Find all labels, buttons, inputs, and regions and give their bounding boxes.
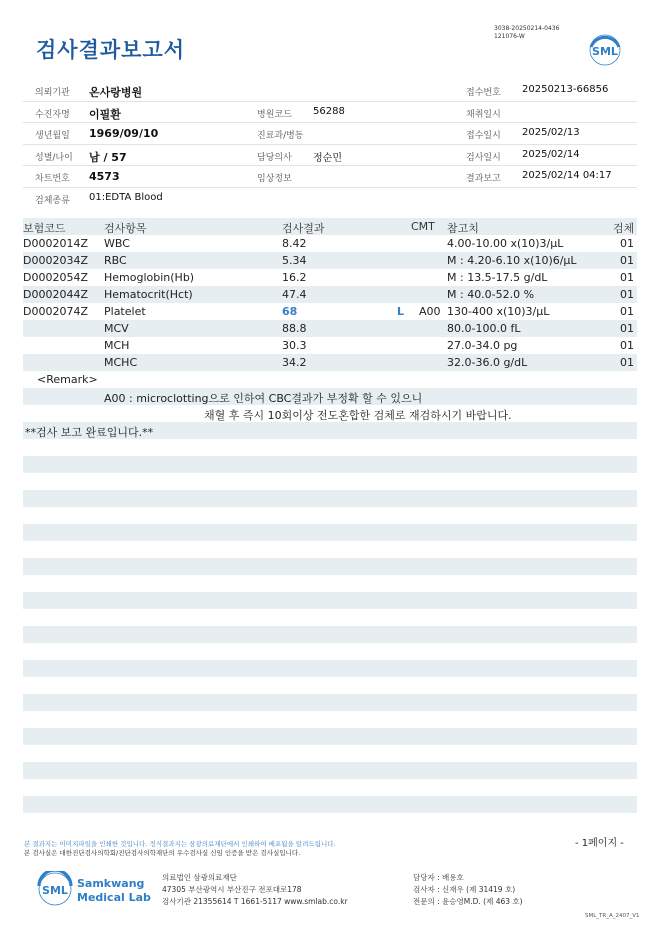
stripe-band xyxy=(23,728,637,745)
results-table xyxy=(23,218,637,439)
cell-ref: 32.0-36.0 g/dL xyxy=(447,356,528,369)
remark-label: <Remark> xyxy=(37,373,98,386)
stripe-band xyxy=(23,694,637,711)
cell-specimen: 01 xyxy=(620,254,634,267)
stripe-band xyxy=(23,524,637,541)
info-row: 검체종류 01:EDTA Blood xyxy=(35,191,163,206)
table-row xyxy=(23,354,637,371)
table-row xyxy=(23,269,637,286)
hospital-code: 56288 xyxy=(313,105,345,117)
cell-code: D0002014Z xyxy=(23,237,88,250)
sml-footer-logo-icon xyxy=(37,871,157,907)
svg-text:Samkwang: Samkwang xyxy=(77,877,145,890)
cell-item: MCHC xyxy=(104,356,138,369)
test-date: 2025/02/14 xyxy=(522,148,580,160)
stripe-band xyxy=(23,796,637,813)
remark-label-row xyxy=(23,371,637,388)
cell-code: D0002034Z xyxy=(23,254,88,267)
cell-specimen: 01 xyxy=(620,271,634,284)
stripe-band xyxy=(23,456,637,473)
info-row: 수진자명 이필환 병원코드 56288 채취일시 xyxy=(23,102,637,124)
stripe-band xyxy=(23,558,637,575)
cell-item: WBC xyxy=(104,237,130,250)
cell-cmt: A00 xyxy=(419,305,441,318)
report-title: 검사결과보고서 xyxy=(36,38,186,62)
cell-specimen: 01 xyxy=(620,288,634,301)
cell-ref: 4.00-10.00 x(10)3/μL xyxy=(447,237,564,250)
cell-ref: 130-400 x(10)3/μL xyxy=(447,305,550,318)
table-row xyxy=(23,286,637,303)
cell-code: D0002054Z xyxy=(23,271,88,284)
cell-specimen: 01 xyxy=(620,237,634,250)
table-row xyxy=(23,320,637,337)
stripe-band xyxy=(23,626,637,643)
table-row xyxy=(23,303,637,320)
cell-result: 5.34 xyxy=(282,254,307,267)
cell-specimen: 01 xyxy=(620,356,634,369)
info-row: 의뢰기관 온사랑병원 접수번호 20250213-66856 xyxy=(23,80,637,102)
info-row: 성별/나이 남 / 57 담당의사 정순민 검사일시 2025/02/14 xyxy=(23,145,637,167)
cell-item: Hemoglobin(Hb) xyxy=(104,271,195,284)
cell-ref: M : 13.5-17.5 g/dL xyxy=(447,271,548,284)
document-id: 3038-20250214-0436 121076-W xyxy=(494,25,560,40)
staff-info: 담당자 : 배용호 검사자 : 신재우 (제 31419 호) 전문의 : 윤승영M.D. (제 463 호) xyxy=(413,873,523,906)
specimen-type: 01:EDTA Blood xyxy=(89,191,163,203)
cell-code: D0002074Z xyxy=(23,305,88,318)
patient-name: 이필환 xyxy=(89,107,121,121)
info-row: 생년월일 1969/09/10 진료과/병동 접수일시 2025/02/13 xyxy=(23,123,637,145)
cell-result: 47.4 xyxy=(282,288,307,301)
stripe-band xyxy=(23,762,637,779)
remark-line-1: A00 : microclotting으로 인하여 CBC결과가 부정확 할 수 있으니 xyxy=(104,392,423,405)
birth-date: 1969/09/10 xyxy=(89,127,159,140)
cell-item: MCH xyxy=(104,339,130,352)
form-version: SML_TR_A_2407_V1 xyxy=(585,913,640,919)
cell-ref: 27.0-34.0 pg xyxy=(447,339,518,352)
cell-result: 8.42 xyxy=(282,237,307,250)
receipt-no-value: 20250213-66856 xyxy=(522,84,609,95)
cell-ref: M : 40.0-52.0 % xyxy=(447,288,535,301)
info-row: 차트번호 4573 임상정보 결과보고 2025/02/14 04:17 xyxy=(23,166,637,188)
cell-item: RBC xyxy=(104,254,127,267)
doctor-name: 정순민 xyxy=(313,152,342,164)
client-value: 온사랑병원 xyxy=(89,86,143,99)
sml-logo-icon xyxy=(588,33,622,67)
cell-result: 30.3 xyxy=(282,339,307,352)
footer-logo xyxy=(37,871,157,911)
table-header: 보험코드 검사항목 검사결과 CMT 참고치 검체 xyxy=(23,220,635,235)
cell-ref: 80.0-100.0 fL xyxy=(447,322,521,335)
stripe-band xyxy=(23,592,637,609)
page-number: - 1페이지 - xyxy=(575,838,624,849)
cell-item: Platelet xyxy=(104,305,146,318)
chart-no: 4573 xyxy=(89,170,120,183)
svg-text:SML: SML xyxy=(42,884,68,897)
patient-info xyxy=(23,80,637,208)
svg-text:Medical Lab: Medical Lab xyxy=(77,891,151,904)
stripe-band xyxy=(23,660,637,677)
cell-result: 16.2 xyxy=(282,271,307,284)
cell-result: 68 xyxy=(282,305,298,318)
cell-item: MCV xyxy=(104,322,129,335)
cell-flag: L xyxy=(397,305,405,318)
cell-item: Hematocrit(Hct) xyxy=(104,288,193,301)
sex-age: 남 / 57 xyxy=(89,150,127,164)
cell-specimen: 01 xyxy=(620,339,634,352)
receipt-date: 2025/02/13 xyxy=(522,127,580,138)
footer-notice: 본 결과지는 이미지파일을 인쇄한 것입니다. 정식결과지는 삼광의료재단에서 인쇄하여 배포됨을 알려드립니다. 본 검사실은 대한진단검사의학회/진단검사의학재단의 우수검사실 신임 인증을 받은 검사실입니다. xyxy=(24,840,336,857)
cell-specimen: 01 xyxy=(620,305,634,318)
cell-result: 88.8 xyxy=(282,322,307,335)
org-info: 의료법인 삼광의료재단 47305 부산광역시 부산진구 전포대로178 검사기관 21355614 T 1661-5117 www.smlab.co.kr xyxy=(162,873,348,906)
remark-line-2: 채혈 후 즉시 10회이상 전도혼합한 검체로 재검하시기 바랍니다. xyxy=(204,409,512,422)
report-date: 2025/02/14 04:17 xyxy=(522,170,612,181)
table-row xyxy=(23,235,637,252)
table-row xyxy=(23,252,637,269)
cell-result: 34.2 xyxy=(282,356,307,369)
cell-ref: M : 4.20-6.10 x(10)6/μL xyxy=(447,254,577,267)
cell-specimen: 01 xyxy=(620,322,634,335)
svg-text:SML: SML xyxy=(592,45,618,58)
cell-code: D0002044Z xyxy=(23,288,88,301)
stripe-band xyxy=(23,490,637,507)
table-row xyxy=(23,337,637,354)
report-complete: **검사 보고 완료입니다.** xyxy=(25,426,154,439)
